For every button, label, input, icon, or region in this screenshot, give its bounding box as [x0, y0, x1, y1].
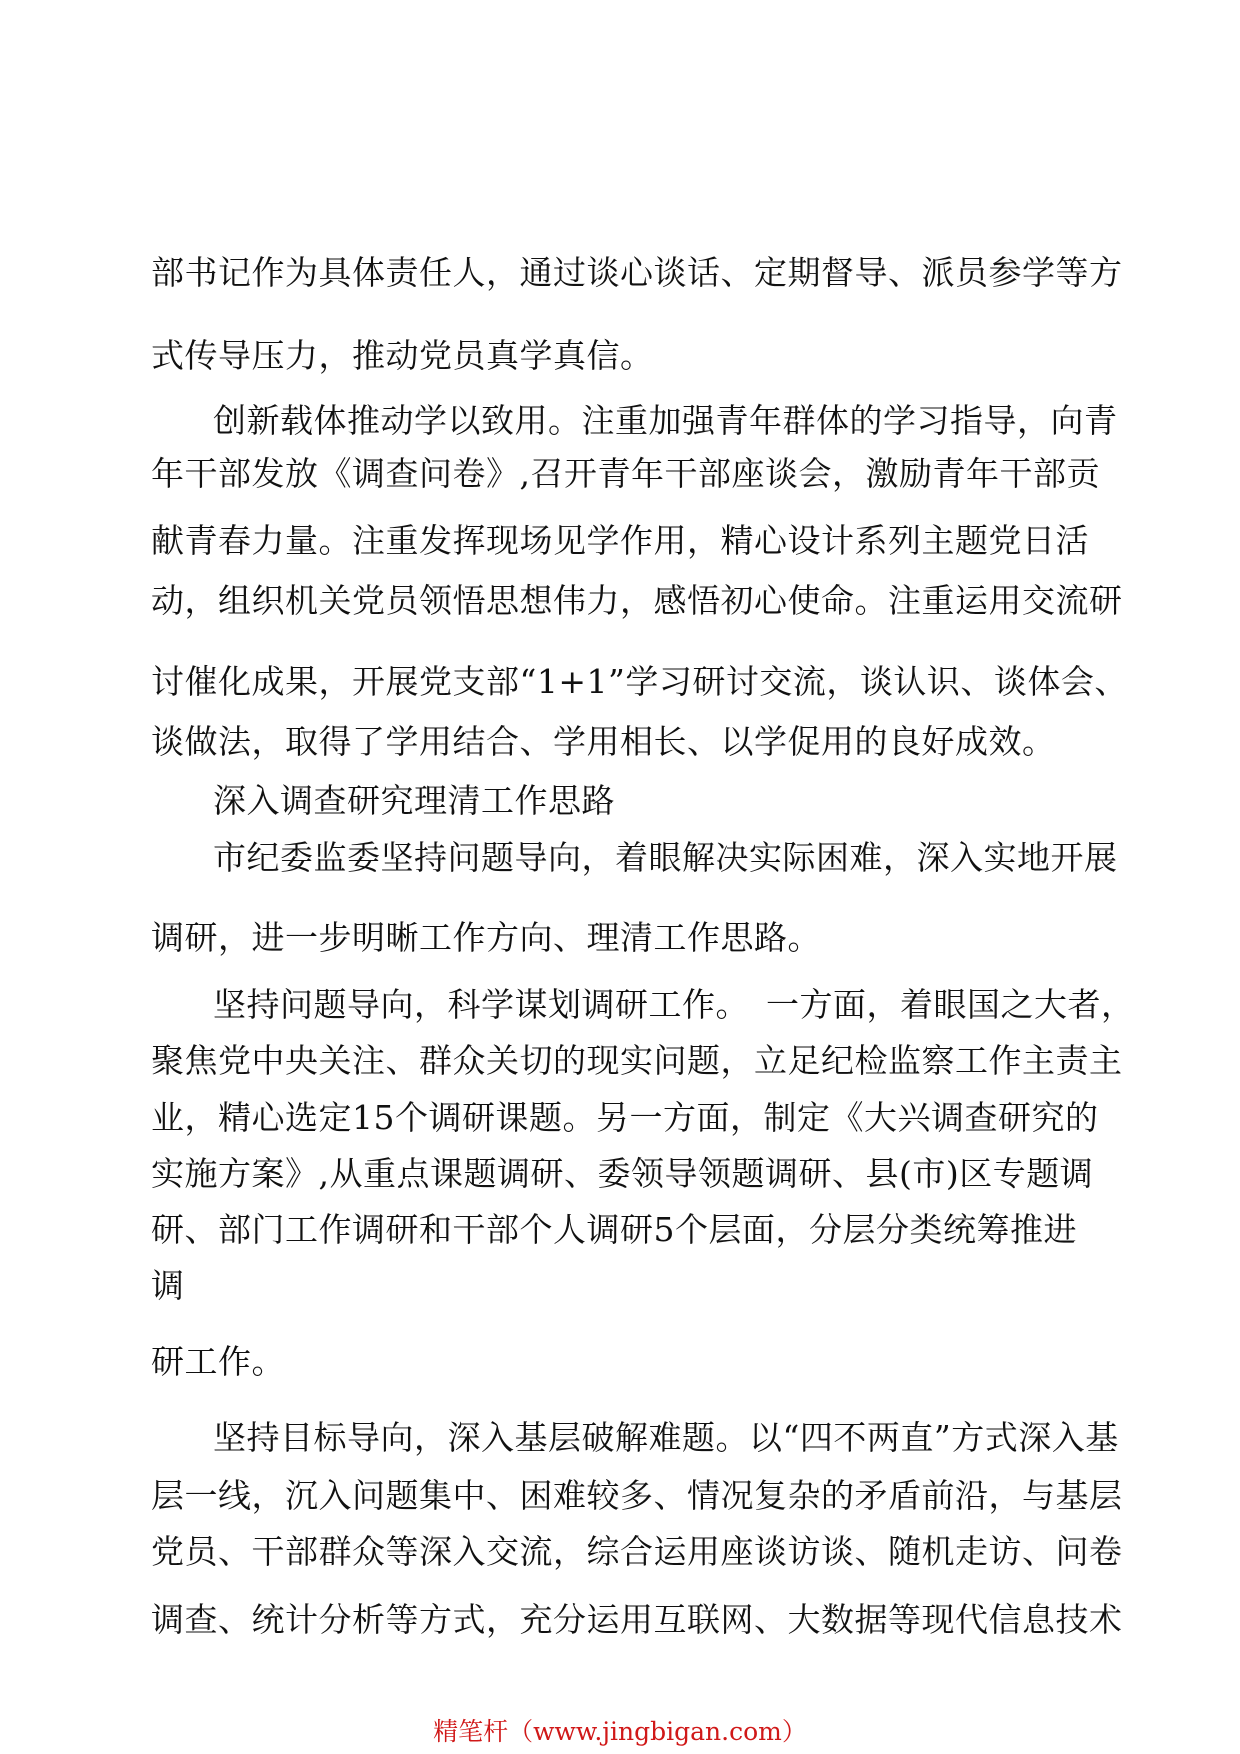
text-line: 调查、统计分析等方式，充分运用互联网、大数据等现代信息技术 — [151, 1600, 1123, 1639]
text-line: 调 — [151, 1266, 185, 1305]
footer-watermark: 精笔杆（www.jingbigan.com） — [433, 1717, 807, 1746]
paragraph-first-line: 坚持问题导向，科学谋划调研工作。 一方面，着眼国之大者， — [213, 985, 1135, 1024]
text-line: 业，精心选定15个调研课题。另一方面，制定《大兴调查研究的 — [151, 1098, 1099, 1137]
text-line: 研、部门工作调研和干部个人调研5个层面，分层分类统筹推进 — [151, 1210, 1077, 1249]
paragraph-first-line: 市纪委监委坚持问题导向，着眼解决实际困难，深入实地开展 — [213, 838, 1118, 877]
text-line: 讨催化成果，开展党支部“1+1”学习研讨交流，谈认识、谈体会、 — [151, 662, 1128, 701]
text-line: 谈做法，取得了学用结合、学用相长、以学促用的良好成效。 — [151, 722, 1056, 761]
text-line: 聚焦党中央关注、群众关切的现实问题，立足纪检监察工作主责主 — [151, 1041, 1123, 1080]
text-line: 式传导压力，推动党员真学真信。 — [151, 336, 654, 375]
section-heading: 深入调查研究理清工作思路 — [213, 781, 615, 820]
text-line: 实施方案》,从重点课题调研、委领导领题调研、县(市)区专题调 — [151, 1154, 1094, 1193]
text-line: 层一线，沉入问题集中、困难较多、情况复杂的矛盾前沿，与基层 — [151, 1476, 1123, 1515]
paragraph-first-line: 坚持目标导向，深入基层破解难题。以“四不两直”方式深入基 — [213, 1418, 1119, 1457]
text-line: 党员、干部群众等深入交流，综合运用座谈访谈、随机走访、问卷 — [151, 1532, 1123, 1571]
text-line: 调研，进一步明晰工作方向、理清工作思路。 — [151, 918, 821, 957]
text-line: 部书记作为具体责任人，通过谈心谈话、定期督导、派员参学等方 — [151, 253, 1123, 292]
text-line: 献青春力量。注重发挥现场见学作用，精心设计系列主题党日活 — [151, 521, 1089, 560]
text-line: 研工作。 — [151, 1342, 285, 1381]
paragraph-first-line: 创新载体推动学以致用。注重加强青年群体的学习指导，向青 — [213, 401, 1118, 440]
text-line: 动，组织机关党员领悟思想伟力，感悟初心使命。注重运用交流研 — [151, 581, 1123, 620]
text-line: 年干部发放《调查问卷》,召开青年干部座谈会，激励青年干部贡 — [151, 454, 1100, 493]
